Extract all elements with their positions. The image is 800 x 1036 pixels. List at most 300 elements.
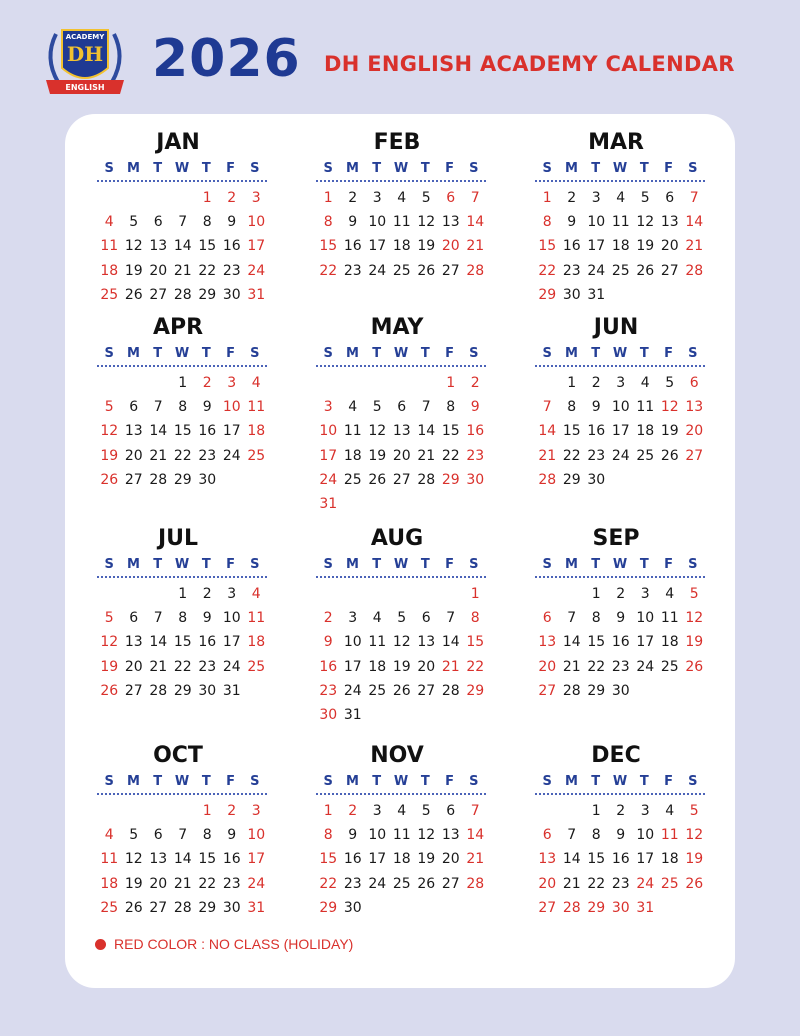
weekday-label: T — [591, 161, 601, 176]
day-cell: 22 — [562, 447, 581, 464]
weekday-label: M — [126, 161, 140, 176]
day-cell: 19 — [100, 658, 119, 675]
month-nov — [316, 741, 486, 920]
empty-cell — [97, 799, 122, 823]
weekday-label: S — [323, 774, 333, 789]
day-cell: 11 — [100, 851, 119, 868]
day-cell: 29 — [441, 471, 460, 488]
day-cell: 3 — [640, 803, 650, 819]
day-cell: 20 — [538, 658, 557, 675]
day-cell: 5 — [421, 190, 431, 206]
day-cell: 24 — [368, 875, 387, 892]
days-grid — [535, 186, 705, 307]
day-cell: 4 — [104, 827, 114, 844]
day-cell: 24 — [636, 658, 655, 675]
day-cell: 26 — [660, 447, 679, 464]
day-cell: 9 — [348, 214, 358, 231]
day-cell: 21 — [466, 238, 485, 255]
empty-cell — [365, 371, 390, 395]
month-sep — [535, 524, 705, 703]
weekday-label: M — [345, 557, 359, 572]
day-cell: 31 — [247, 286, 266, 303]
day-cell: 15 — [198, 238, 217, 255]
weekday-label: T — [201, 161, 211, 176]
day-cell: 18 — [611, 238, 630, 255]
day-cell: 1 — [542, 190, 552, 206]
weekday-label: F — [226, 557, 235, 572]
day-cell: 18 — [392, 238, 411, 255]
day-cell: 28 — [441, 682, 460, 699]
day-cell: 11 — [660, 827, 679, 844]
empty-cell — [316, 371, 341, 395]
day-cell: 26 — [368, 471, 387, 488]
day-cell: 15 — [441, 423, 460, 440]
day-cell: 27 — [685, 447, 704, 464]
day-cell: 5 — [129, 214, 139, 231]
day-cell: 24 — [247, 875, 266, 892]
day-cell: 26 — [392, 682, 411, 699]
weekday-label: S — [469, 161, 479, 176]
day-cell: 28 — [149, 682, 168, 699]
day-cell: 5 — [372, 399, 382, 416]
day-cell: 28 — [466, 875, 485, 892]
weekday-label: T — [420, 774, 430, 789]
day-cell: 13 — [441, 827, 460, 844]
day-cell: 28 — [685, 262, 704, 279]
day-cell: 27 — [417, 682, 436, 699]
day-cell: 5 — [689, 586, 699, 602]
weekday-label: W — [612, 161, 628, 176]
day-cell: 31 — [222, 682, 241, 699]
day-cell: 9 — [470, 399, 480, 416]
day-cell: 22 — [319, 875, 338, 892]
day-cell: 9 — [591, 399, 601, 416]
day-cell: 12 — [636, 214, 655, 231]
weekday-label: W — [393, 557, 409, 572]
day-cell: 11 — [247, 610, 266, 627]
day-cell: 14 — [538, 423, 557, 440]
weekday-label: W — [393, 161, 409, 176]
weekday-label: T — [372, 161, 382, 176]
day-cell: 10 — [247, 827, 266, 844]
day-cell: 7 — [153, 610, 163, 627]
day-cell: 19 — [660, 423, 679, 440]
day-cell: 25 — [368, 682, 387, 699]
day-cell: 16 — [222, 238, 241, 255]
day-cell: 19 — [417, 238, 436, 255]
weekday-label: T — [420, 557, 430, 572]
day-cell: 11 — [368, 634, 387, 651]
day-cell: 10 — [319, 423, 338, 440]
day-cell: 13 — [417, 634, 436, 651]
day-cell: 12 — [660, 399, 679, 416]
day-cell: 16 — [222, 851, 241, 868]
holiday-legend — [95, 936, 353, 952]
day-cell: 22 — [319, 262, 338, 279]
day-cell: 20 — [149, 875, 168, 892]
day-cell: 18 — [660, 634, 679, 651]
month-name: NOV — [370, 743, 424, 768]
day-cell: 8 — [470, 610, 480, 627]
weekday-label: T — [420, 346, 430, 361]
day-cell: 12 — [124, 238, 143, 255]
day-cell: 16 — [466, 423, 485, 440]
day-cell: 19 — [124, 875, 143, 892]
day-cell: 9 — [323, 634, 333, 651]
day-cell: 7 — [567, 610, 577, 627]
day-cell: 4 — [640, 375, 650, 391]
day-cell: 15 — [538, 238, 557, 255]
day-cell: 9 — [348, 827, 358, 844]
day-cell: 6 — [421, 610, 431, 627]
day-cell: 4 — [372, 610, 382, 627]
empty-cell — [414, 582, 439, 606]
day-cell: 3 — [251, 803, 261, 819]
weekday-header — [316, 158, 486, 182]
day-cell: 9 — [616, 610, 626, 627]
day-cell: 10 — [247, 214, 266, 231]
day-cell: 10 — [368, 214, 387, 231]
weekday-label: F — [226, 161, 235, 176]
day-cell: 27 — [441, 875, 460, 892]
day-cell: 22 — [441, 447, 460, 464]
day-cell: 9 — [567, 214, 577, 231]
weekday-label: S — [104, 557, 114, 572]
weekday-label: W — [612, 346, 628, 361]
day-cell: 31 — [636, 899, 655, 916]
day-cell: 25 — [100, 899, 119, 916]
day-cell: 18 — [247, 634, 266, 651]
day-cell: 22 — [198, 875, 217, 892]
month-apr — [97, 313, 267, 492]
weekday-label: M — [564, 557, 578, 572]
weekday-label: T — [639, 161, 649, 176]
weekday-label: W — [393, 346, 409, 361]
day-cell: 6 — [446, 803, 456, 819]
weekday-label: M — [126, 557, 140, 572]
day-cell: 3 — [227, 586, 237, 602]
day-cell: 8 — [446, 399, 456, 416]
month-name: OCT — [153, 743, 203, 768]
day-cell: 28 — [466, 262, 485, 279]
days-grid — [316, 799, 486, 920]
weekday-label: S — [104, 346, 114, 361]
day-cell: 14 — [466, 214, 485, 231]
day-cell: 13 — [149, 238, 168, 255]
day-cell: 7 — [567, 827, 577, 844]
day-cell: 21 — [685, 238, 704, 255]
day-cell: 24 — [319, 471, 338, 488]
day-cell: 25 — [100, 286, 119, 303]
day-cell: 20 — [441, 238, 460, 255]
day-cell: 12 — [124, 851, 143, 868]
day-cell: 3 — [640, 586, 650, 602]
day-cell: 19 — [685, 634, 704, 651]
day-cell: 2 — [348, 803, 358, 819]
weekday-label: F — [664, 346, 673, 361]
weekday-label: M — [564, 161, 578, 176]
day-cell: 8 — [202, 214, 212, 231]
day-cell: 27 — [441, 262, 460, 279]
day-cell: 1 — [591, 586, 601, 602]
day-cell: 17 — [611, 423, 630, 440]
weekday-label: T — [639, 557, 649, 572]
weekday-label: S — [688, 557, 698, 572]
weekday-label: F — [664, 557, 673, 572]
day-cell: 21 — [149, 658, 168, 675]
day-cell: 5 — [640, 190, 650, 206]
day-cell: 18 — [343, 447, 362, 464]
day-cell: 17 — [319, 447, 338, 464]
day-cell: 7 — [470, 803, 480, 819]
weekday-label: T — [372, 774, 382, 789]
days-grid — [535, 371, 705, 492]
weekday-header — [97, 343, 267, 367]
day-cell: 24 — [587, 262, 606, 279]
empty-cell — [122, 582, 147, 606]
day-cell: 23 — [222, 262, 241, 279]
day-cell: 18 — [392, 851, 411, 868]
month-jan — [97, 128, 267, 307]
day-cell: 23 — [466, 447, 485, 464]
day-cell: 13 — [124, 423, 143, 440]
day-cell: 13 — [149, 851, 168, 868]
day-cell: 17 — [247, 851, 266, 868]
day-cell: 14 — [173, 238, 192, 255]
weekday-label: S — [688, 346, 698, 361]
day-cell: 26 — [100, 682, 119, 699]
weekday-label: T — [372, 346, 382, 361]
day-cell: 24 — [611, 447, 630, 464]
day-cell: 8 — [323, 214, 333, 231]
day-cell: 28 — [562, 682, 581, 699]
weekday-header — [97, 554, 267, 578]
day-cell: 20 — [124, 658, 143, 675]
day-cell: 28 — [173, 899, 192, 916]
month-mar — [535, 128, 705, 307]
day-cell: 31 — [319, 495, 338, 512]
calendar-year: 2026 — [152, 29, 301, 89]
weekday-label: S — [323, 161, 333, 176]
day-cell: 27 — [149, 286, 168, 303]
day-cell: 9 — [202, 399, 212, 416]
days-grid — [535, 799, 705, 920]
day-cell: 2 — [591, 375, 601, 391]
day-cell: 28 — [562, 899, 581, 916]
day-cell: 17 — [368, 851, 387, 868]
day-cell: 14 — [562, 851, 581, 868]
weekday-label: M — [564, 346, 578, 361]
day-cell: 10 — [343, 634, 362, 651]
weekday-label: T — [372, 557, 382, 572]
day-cell: 18 — [636, 423, 655, 440]
day-cell: 15 — [173, 634, 192, 651]
day-cell: 13 — [538, 634, 557, 651]
month-jul — [97, 524, 267, 703]
month-jun — [535, 313, 705, 492]
month-dec — [535, 741, 705, 920]
day-cell: 5 — [689, 803, 699, 819]
day-cell: 12 — [392, 634, 411, 651]
empty-cell — [414, 371, 439, 395]
day-cell: 17 — [247, 238, 266, 255]
day-cell: 14 — [466, 827, 485, 844]
days-grid — [316, 371, 486, 516]
day-cell: 22 — [587, 875, 606, 892]
empty-cell — [97, 582, 122, 606]
weekday-label: M — [126, 346, 140, 361]
day-cell: 3 — [372, 190, 382, 206]
weekday-label: T — [153, 774, 163, 789]
month-name: APR — [152, 315, 204, 340]
day-cell: 11 — [636, 399, 655, 416]
weekday-label: M — [126, 774, 140, 789]
day-cell: 30 — [319, 706, 338, 723]
weekday-label: S — [104, 774, 114, 789]
day-cell: 6 — [129, 610, 139, 627]
weekday-label: S — [688, 161, 698, 176]
day-cell: 7 — [689, 190, 699, 206]
day-cell: 1 — [446, 375, 456, 391]
weekday-label: T — [639, 346, 649, 361]
day-cell: 24 — [247, 262, 266, 279]
day-cell: 6 — [542, 827, 552, 844]
day-cell: 26 — [124, 286, 143, 303]
weekday-label: S — [688, 774, 698, 789]
day-cell: 19 — [124, 262, 143, 279]
day-cell: 1 — [202, 190, 212, 206]
day-cell: 6 — [542, 610, 552, 627]
month-name: MAY — [370, 315, 424, 340]
day-cell: 9 — [202, 610, 212, 627]
month-name: AUG — [370, 526, 424, 551]
day-cell: 10 — [222, 399, 241, 416]
day-cell: 21 — [562, 875, 581, 892]
day-cell: 6 — [153, 827, 163, 844]
day-cell: 10 — [636, 610, 655, 627]
day-cell: 10 — [611, 399, 630, 416]
day-cell: 29 — [466, 682, 485, 699]
weekday-label: W — [174, 774, 190, 789]
day-cell: 25 — [392, 875, 411, 892]
day-cell: 30 — [222, 899, 241, 916]
day-cell: 3 — [227, 375, 237, 391]
weekday-label: S — [323, 557, 333, 572]
weekday-label: W — [174, 557, 190, 572]
day-cell: 12 — [417, 827, 436, 844]
day-cell: 23 — [611, 875, 630, 892]
day-cell: 30 — [562, 286, 581, 303]
day-cell: 23 — [611, 658, 630, 675]
empty-cell — [535, 799, 560, 823]
day-cell: 14 — [173, 851, 192, 868]
day-cell: 5 — [665, 375, 675, 391]
day-cell: 22 — [173, 447, 192, 464]
day-cell: 17 — [636, 634, 655, 651]
weekday-label: T — [420, 161, 430, 176]
weekday-label: F — [226, 774, 235, 789]
month-feb — [316, 128, 486, 283]
weekday-label: S — [469, 346, 479, 361]
days-grid — [97, 371, 267, 492]
weekday-label: M — [345, 774, 359, 789]
day-cell: 27 — [124, 471, 143, 488]
day-cell: 22 — [198, 262, 217, 279]
day-cell: 6 — [129, 399, 139, 416]
month-name: SEP — [592, 526, 640, 551]
weekday-label: T — [591, 557, 601, 572]
empty-cell — [390, 371, 415, 395]
day-cell: 8 — [567, 399, 577, 416]
day-cell: 11 — [247, 399, 266, 416]
day-cell: 3 — [251, 190, 261, 206]
day-cell: 20 — [417, 658, 436, 675]
day-cell: 18 — [100, 875, 119, 892]
weekday-label: T — [201, 346, 211, 361]
day-cell: 28 — [538, 471, 557, 488]
day-cell: 23 — [319, 682, 338, 699]
day-cell: 30 — [222, 286, 241, 303]
day-cell: 25 — [660, 875, 679, 892]
day-cell: 25 — [636, 447, 655, 464]
day-cell: 6 — [689, 375, 699, 391]
day-cell: 3 — [591, 190, 601, 206]
day-cell: 21 — [149, 447, 168, 464]
day-cell: 1 — [323, 190, 333, 206]
day-cell: 22 — [173, 658, 192, 675]
day-cell: 31 — [343, 706, 362, 723]
empty-cell — [171, 186, 196, 210]
day-cell: 5 — [129, 827, 139, 844]
day-cell: 1 — [470, 586, 480, 602]
logo-top-text: ACADEMY — [65, 33, 105, 41]
day-cell: 12 — [417, 214, 436, 231]
day-cell: 18 — [368, 658, 387, 675]
weekday-label: T — [153, 557, 163, 572]
day-cell: 25 — [660, 658, 679, 675]
day-cell: 23 — [222, 875, 241, 892]
day-cell: 6 — [665, 190, 675, 206]
weekday-label: W — [174, 161, 190, 176]
day-cell: 16 — [343, 851, 362, 868]
weekday-label: S — [250, 774, 260, 789]
day-cell: 9 — [616, 827, 626, 844]
day-cell: 29 — [587, 682, 606, 699]
day-cell: 22 — [466, 658, 485, 675]
day-cell: 21 — [538, 447, 557, 464]
day-cell: 19 — [100, 447, 119, 464]
day-cell: 29 — [173, 682, 192, 699]
day-cell: 2 — [227, 190, 237, 206]
day-cell: 13 — [685, 399, 704, 416]
day-cell: 1 — [591, 803, 601, 819]
empty-cell — [535, 371, 560, 395]
day-cell: 4 — [104, 214, 114, 231]
empty-cell — [390, 582, 415, 606]
day-cell: 5 — [397, 610, 407, 627]
weekday-label: W — [174, 346, 190, 361]
day-cell: 8 — [591, 610, 601, 627]
weekday-label: T — [591, 774, 601, 789]
day-cell: 29 — [562, 471, 581, 488]
weekday-label: S — [250, 161, 260, 176]
day-cell: 20 — [660, 238, 679, 255]
day-cell: 6 — [153, 214, 163, 231]
day-cell: 16 — [343, 238, 362, 255]
weekday-header — [316, 771, 486, 795]
day-cell: 29 — [198, 286, 217, 303]
day-cell: 17 — [368, 238, 387, 255]
